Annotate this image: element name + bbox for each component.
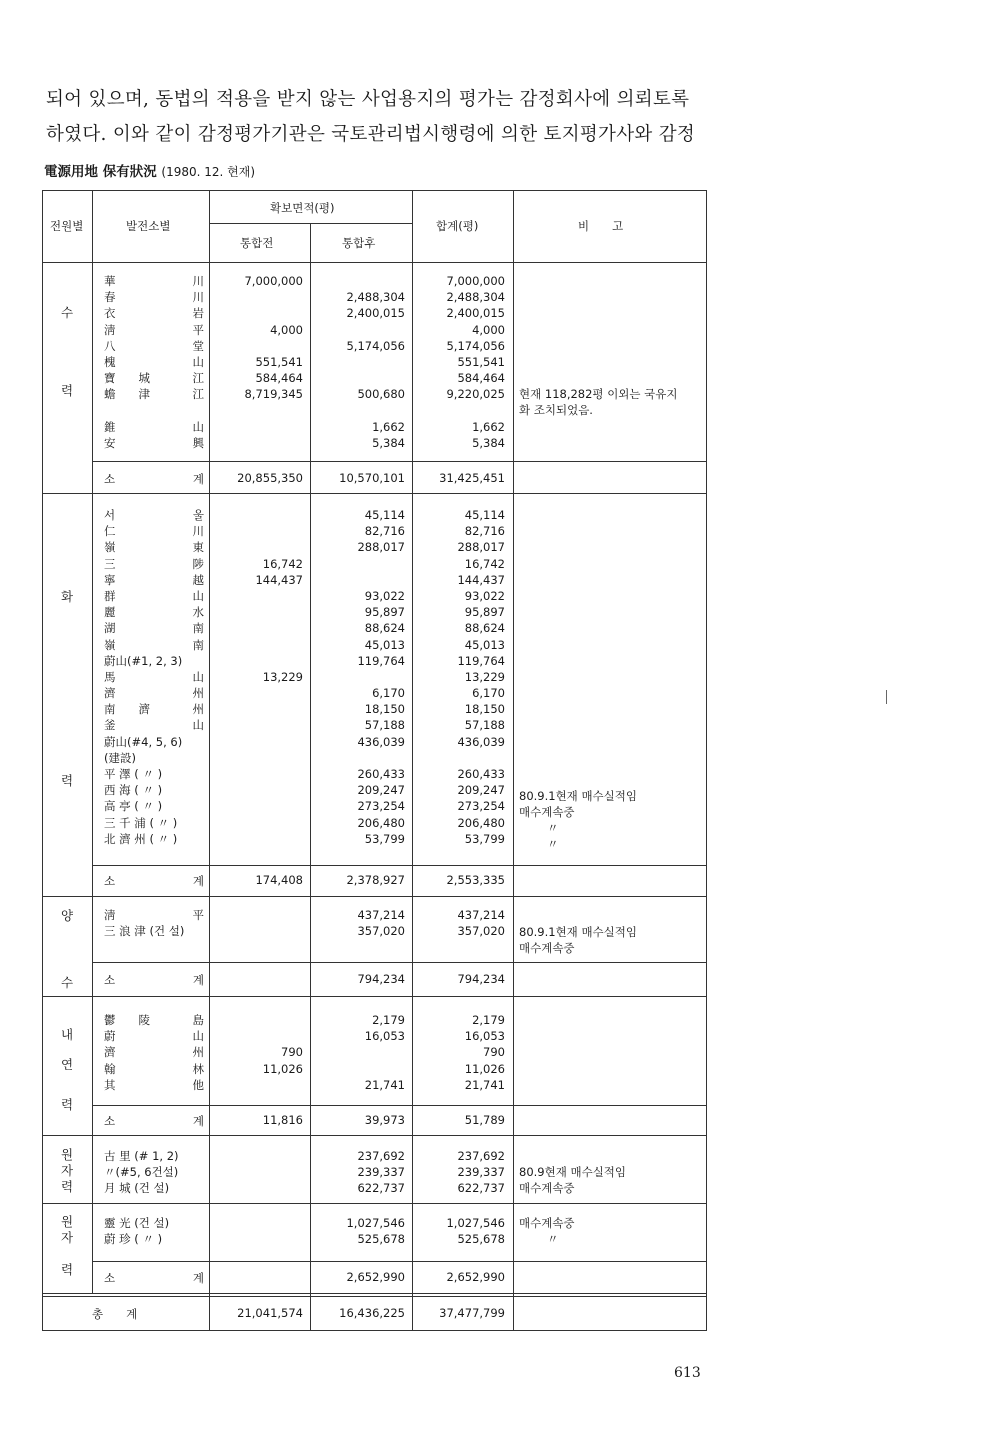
- before-cell: [212, 523, 303, 539]
- table-border-left: [42, 190, 43, 1331]
- plant-name-row: 翰 林: [104, 1061, 204, 1076]
- total-cell: 206,480: [457, 815, 505, 830]
- after-cell: 5,384: [372, 435, 405, 450]
- nuclear-subtotal-total: 2,652,990: [446, 1270, 505, 1284]
- before-cell: 144,437: [255, 572, 303, 587]
- thermal-note: 80.9.1현재 매수실적임 매수계속중 〃 〃: [519, 789, 637, 851]
- after-cell: [314, 370, 405, 386]
- table-border-bottom: [42, 1330, 707, 1331]
- hydro-subtotal-after: 10,570,101: [339, 471, 405, 485]
- plant-name-row: 淸 平: [104, 322, 204, 337]
- after-cell: [314, 403, 405, 419]
- after-cell: 288,017: [357, 540, 405, 555]
- pumped-plant-names: [104, 907, 204, 939]
- total-cell: 551,541: [457, 354, 505, 369]
- header-area: 확보면적(평): [270, 201, 335, 215]
- before-cell: [212, 1028, 303, 1044]
- before-cell: 16,742: [262, 556, 303, 571]
- plant-name-row: 槐 山: [104, 354, 204, 369]
- col-divider: [310, 223, 311, 1331]
- plant-name-row: 高 亭 ( 〃 ): [104, 799, 163, 814]
- total-cell: [415, 403, 505, 419]
- plant-name-row: 三 浪 津 (건 설): [104, 924, 185, 939]
- plant-name-row: 寶 城 江: [104, 371, 204, 386]
- hydro-note: 현재 118,282평 이외는 국유지 화 조치되었음.: [519, 387, 678, 417]
- nuclear2-note: 매수계속중 〃: [519, 1216, 575, 1247]
- hydro-after-values: [314, 273, 405, 451]
- paragraph-line: 하였다. 이와 같이 감정평가기관은 국토관리법시행령에 의한 토지평가사와 감정: [46, 124, 696, 145]
- row-divider: [92, 461, 707, 462]
- after-cell: 88,624: [364, 621, 405, 636]
- before-cell: [212, 815, 303, 831]
- after-cell: [314, 273, 405, 289]
- after-cell: 239,337: [357, 1165, 405, 1180]
- after-cell: 57,188: [364, 718, 405, 733]
- total-cell: 790: [483, 1045, 505, 1060]
- page-number: 613: [674, 1365, 701, 1381]
- category-pumped: 양 수: [60, 908, 74, 990]
- header-before: 통합전: [240, 236, 274, 250]
- thermal-plant-names: [104, 507, 204, 847]
- plant-name-row: 三 千 浦 ( 〃 ): [104, 815, 178, 830]
- paragraph-line: 되어 있으며, 동법의 적용을 받지 않는 사업용지의 평가는 감정회사에 의뢰토록: [46, 89, 690, 110]
- grand-total-label: 총 계: [92, 1307, 138, 1321]
- total-cell: 16,742: [464, 556, 505, 571]
- row-divider: [42, 1135, 707, 1136]
- hydro-subtotal-label: 소 계: [104, 472, 204, 486]
- nuclear-subtotal-label: 소 계: [104, 1271, 204, 1285]
- pumped-subtotal-label: 소 계: [104, 973, 204, 987]
- after-cell: 500,680: [357, 387, 405, 402]
- after-cell: [314, 572, 405, 588]
- header-total: 합계(평): [436, 219, 479, 233]
- plant-name-row: 嶺 南: [104, 637, 204, 652]
- total-cell: 1,662: [472, 419, 505, 434]
- after-cell: 206,480: [357, 815, 405, 830]
- row-divider: [42, 896, 707, 897]
- after-cell: 119,764: [357, 653, 405, 668]
- row-divider: [42, 1203, 707, 1204]
- row-divider: [92, 962, 707, 963]
- internal-total-values: [415, 1012, 505, 1093]
- after-cell: [314, 556, 405, 572]
- plant-name-row: 西 海 ( 〃 ): [104, 783, 163, 798]
- grand-total-before: 21,041,574: [237, 1306, 303, 1320]
- thermal-subtotal-label: 소 계: [104, 874, 204, 888]
- category-hydro: 수 력: [60, 305, 74, 398]
- plant-name-row: 群 山: [104, 588, 204, 603]
- plant-name-row: 蔚 珍 ( 〃 ): [104, 1232, 163, 1247]
- category-internal: 내 연 력: [60, 1027, 74, 1112]
- caption-date: (1980. 12. 현재): [161, 165, 256, 179]
- plant-name-row: 八 堂: [104, 338, 204, 353]
- pumped-subtotal-total: 794,234: [457, 972, 505, 986]
- total-cell: 93,022: [464, 588, 505, 603]
- plant-name-row: 春 川: [104, 290, 204, 305]
- power-site-table: [42, 190, 707, 1331]
- thermal-subtotal-after: 2,378,927: [346, 873, 405, 887]
- after-cell: 2,488,304: [346, 290, 405, 305]
- nuclear-after-values: [314, 1148, 405, 1197]
- plant-name-row: 鬱 陵 島: [104, 1013, 204, 1027]
- pumped-total-values: [415, 907, 505, 939]
- plant-name-row: 仁 川: [104, 524, 204, 539]
- after-cell: 357,020: [357, 924, 405, 939]
- col-divider: [92, 190, 93, 1293]
- total-cell: 82,716: [464, 524, 505, 539]
- plant-name-row: 華 川: [104, 274, 204, 288]
- before-cell: [212, 653, 303, 669]
- plant-name-row: 三 陟: [104, 556, 204, 571]
- total-cell: 7,000,000: [446, 274, 505, 288]
- total-cell: 57,188: [464, 718, 505, 733]
- before-cell: [212, 435, 303, 451]
- total-cell: 436,039: [457, 734, 505, 749]
- before-cell: [212, 685, 303, 701]
- after-cell: [314, 1061, 405, 1077]
- total-cell: 2,488,304: [446, 290, 505, 305]
- pumped-subtotal-after: 794,234: [357, 972, 405, 986]
- plant-name-row: 釜 山: [104, 718, 204, 733]
- caption-title: 電源用地 保有狀況: [44, 164, 157, 180]
- hydro-plant-names: [104, 273, 204, 451]
- row-divider: [92, 1105, 707, 1106]
- after-cell: 21,741: [364, 1077, 405, 1092]
- plant-name-row: 蟾 津 江: [104, 387, 204, 402]
- plant-name-row: 麗 水: [104, 605, 204, 620]
- internal-plant-names: [104, 1012, 204, 1093]
- total-cell: 1,027,546: [446, 1216, 505, 1230]
- table-caption: [44, 160, 255, 180]
- total-cell: 273,254: [457, 799, 505, 814]
- table-border-right: [706, 190, 707, 1331]
- plant-name-row: 安 興: [104, 435, 204, 450]
- row-divider: [92, 1261, 707, 1262]
- after-cell: 18,150: [364, 702, 405, 717]
- before-cell: [212, 403, 303, 419]
- total-cell: 45,013: [464, 637, 505, 652]
- after-cell: 5,174,056: [346, 338, 405, 353]
- internal-subtotal-after: 39,973: [364, 1113, 405, 1127]
- total-cell: 357,020: [457, 924, 505, 939]
- pumped-note: 80.9.1현재 매수실적임 매수계속중: [519, 925, 637, 955]
- nuclear-total-values: [415, 1148, 505, 1197]
- total-cell: 119,764: [457, 653, 505, 668]
- plant-name-row: 平 澤 ( 〃 ): [104, 767, 163, 781]
- before-cell: 8,719,345: [244, 387, 303, 402]
- total-cell: 622,737: [457, 1181, 505, 1196]
- nuclear-note: 80.9현재 매수실적임 매수계속중: [519, 1165, 627, 1195]
- plant-name-row: 月 城 (건 설): [104, 1181, 170, 1196]
- after-cell: 209,247: [357, 783, 405, 798]
- header-note: 비 고: [578, 219, 624, 233]
- before-cell: [212, 539, 303, 555]
- plant-name-row: (建設): [104, 750, 136, 765]
- total-cell: 13,229: [464, 669, 505, 684]
- plant-name-row: [104, 403, 204, 419]
- total-cell: 209,247: [457, 783, 505, 798]
- total-cell: 11,026: [464, 1061, 505, 1076]
- plant-name-row: 古 里 (# 1, 2): [104, 1149, 179, 1163]
- after-cell: [314, 750, 405, 766]
- internal-after-values: [314, 1012, 405, 1093]
- total-cell: 5,174,056: [446, 338, 505, 353]
- hydro-total-values: [415, 273, 505, 451]
- after-cell: 45,013: [364, 637, 405, 652]
- after-cell: [314, 669, 405, 685]
- grand-total-after: 16,436,225: [339, 1306, 405, 1320]
- total-cell: 239,337: [457, 1165, 505, 1180]
- before-cell: [212, 419, 303, 435]
- after-cell: 273,254: [357, 799, 405, 814]
- grand-total-total: 37,477,799: [439, 1306, 505, 1320]
- before-cell: [212, 734, 303, 750]
- total-cell: 525,678: [457, 1232, 505, 1247]
- total-cell: 21,741: [464, 1077, 505, 1092]
- after-cell: [314, 1044, 405, 1060]
- internal-before-values: [212, 1012, 303, 1093]
- before-cell: 7,000,000: [244, 274, 303, 288]
- before-cell: [212, 620, 303, 636]
- before-cell: [212, 289, 303, 305]
- before-cell: [212, 717, 303, 733]
- plant-name-row: 蔚山(#1, 2, 3): [104, 653, 183, 668]
- after-cell: 260,433: [357, 767, 405, 781]
- before-cell: 13,229: [262, 669, 303, 684]
- scan-mark: [886, 690, 887, 704]
- total-cell: 260,433: [457, 767, 505, 781]
- thermal-after-values: [314, 507, 405, 847]
- plant-name-row: 嶺 東: [104, 540, 204, 555]
- before-cell: [212, 604, 303, 620]
- thermal-subtotal-total: 2,553,335: [446, 873, 505, 887]
- plant-name-row: 寧 越: [104, 572, 204, 587]
- before-cell: [212, 750, 303, 766]
- total-cell: 16,053: [464, 1029, 505, 1044]
- after-cell: 95,897: [364, 605, 405, 620]
- after-cell: 53,799: [364, 831, 405, 846]
- internal-subtotal-before: 11,816: [262, 1113, 303, 1127]
- plant-name-row: 衣 岩: [104, 306, 204, 321]
- header-source: 전원별: [50, 219, 84, 233]
- header-bottom: [42, 262, 707, 263]
- after-cell: 93,022: [364, 588, 405, 603]
- plant-name-row: 濟 州: [104, 686, 204, 701]
- after-cell: 436,039: [357, 734, 405, 749]
- before-cell: [212, 831, 303, 847]
- plant-name-row: 濟 州: [104, 1045, 204, 1060]
- total-cell: 95,897: [464, 605, 505, 620]
- total-cell: 5,384: [472, 435, 505, 450]
- before-cell: [212, 1012, 303, 1028]
- total-cell: 45,114: [464, 508, 505, 522]
- before-cell: [212, 798, 303, 814]
- nuclear-subtotal-after: 2,652,990: [346, 1270, 405, 1284]
- before-cell: [212, 701, 303, 717]
- after-cell: 237,692: [357, 1149, 405, 1163]
- plant-name-row: 湖 南: [104, 621, 204, 636]
- plant-name-row: 北 濟 州 ( 〃 ): [104, 831, 178, 846]
- after-cell: 1,027,546: [346, 1216, 405, 1230]
- internal-subtotal-label: 소 계: [104, 1114, 204, 1128]
- nuclear2-after-values: [314, 1215, 405, 1247]
- plant-name-row: 南 濟 州: [104, 702, 204, 717]
- before-cell: [212, 338, 303, 354]
- total-cell: 6,170: [472, 686, 505, 701]
- after-cell: 622,737: [357, 1181, 405, 1196]
- row-divider: [42, 1293, 707, 1294]
- col-divider: [412, 190, 413, 1331]
- nuclear-plant-names: [104, 1148, 204, 1197]
- after-cell: 2,179: [372, 1013, 405, 1027]
- after-cell: 2,400,015: [346, 306, 405, 321]
- col-divider: [209, 190, 210, 1331]
- before-cell: 790: [281, 1045, 303, 1060]
- plant-name-row: 서 울: [104, 508, 204, 522]
- before-cell: 4,000: [270, 322, 303, 337]
- table-border-top: [42, 190, 707, 191]
- after-cell: 1,662: [372, 419, 405, 434]
- header-plant: 발전소별: [126, 219, 171, 233]
- total-cell: 18,150: [464, 702, 505, 717]
- plant-name-row: 蔚 山: [104, 1029, 204, 1044]
- before-cell: [212, 507, 303, 523]
- plant-name-row: 靈 光 (건 설): [104, 1216, 170, 1230]
- category-nuclear: 원 자 력: [60, 1147, 74, 1194]
- after-cell: 437,214: [357, 908, 405, 922]
- before-cell: 551,541: [255, 354, 303, 369]
- category-nuclear-2: 원 자 력: [60, 1214, 74, 1277]
- plant-name-row: 〃(#5, 6건설): [104, 1165, 179, 1180]
- total-cell: 9,220,025: [446, 387, 505, 402]
- total-cell: 584,464: [457, 371, 505, 386]
- total-cell: 88,624: [464, 621, 505, 636]
- after-cell: 45,114: [364, 508, 405, 522]
- total-cell: [415, 750, 505, 766]
- col-divider: [513, 190, 514, 1331]
- total-cell: 437,214: [457, 908, 505, 922]
- plant-name-row: 蔚山(#4, 5, 6): [104, 734, 183, 749]
- hydro-subtotal-before: 20,855,350: [237, 471, 303, 485]
- thermal-subtotal-before: 174,408: [255, 873, 303, 887]
- plant-name-row: 其 他: [104, 1077, 204, 1092]
- nuclear2-total-values: [415, 1215, 505, 1247]
- before-cell: [212, 766, 303, 782]
- total-cell: 288,017: [457, 540, 505, 555]
- hydro-subtotal-total: 31,425,451: [439, 471, 505, 485]
- after-cell: [314, 354, 405, 370]
- row-divider: [42, 493, 707, 494]
- after-cell: 82,716: [364, 524, 405, 539]
- total-cell: 144,437: [457, 572, 505, 587]
- total-cell: 4,000: [472, 322, 505, 337]
- plant-name-row: 錐 山: [104, 419, 204, 434]
- before-cell: [212, 305, 303, 321]
- total-cell: 53,799: [464, 831, 505, 846]
- plant-name-row: 淸 平: [104, 908, 204, 922]
- thermal-before-values: [212, 507, 303, 847]
- internal-subtotal-total: 51,789: [464, 1113, 505, 1127]
- body-paragraph: [46, 82, 726, 152]
- before-cell: 584,464: [255, 371, 303, 386]
- after-cell: 525,678: [357, 1232, 405, 1247]
- before-cell: [212, 782, 303, 798]
- nuclear2-plant-names: [104, 1215, 204, 1247]
- after-cell: [314, 322, 405, 338]
- thermal-total-values: [415, 507, 505, 847]
- before-cell: [212, 588, 303, 604]
- header-after: 통합후: [342, 236, 376, 250]
- row-divider: [92, 865, 707, 866]
- before-cell: 11,026: [262, 1061, 303, 1076]
- category-thermal: 화 력: [60, 589, 74, 788]
- after-cell: 6,170: [372, 686, 405, 701]
- row-divider: [42, 1296, 707, 1297]
- before-cell: [212, 637, 303, 653]
- plant-name-row: 馬 山: [104, 669, 204, 684]
- total-cell: 2,400,015: [446, 306, 505, 321]
- total-cell: 2,179: [472, 1013, 505, 1027]
- after-cell: 16,053: [364, 1029, 405, 1044]
- total-cell: 237,692: [457, 1149, 505, 1163]
- pumped-after-values: [314, 907, 405, 939]
- before-cell: [212, 1077, 303, 1093]
- hydro-before-values: [212, 273, 303, 451]
- row-divider: [42, 996, 707, 997]
